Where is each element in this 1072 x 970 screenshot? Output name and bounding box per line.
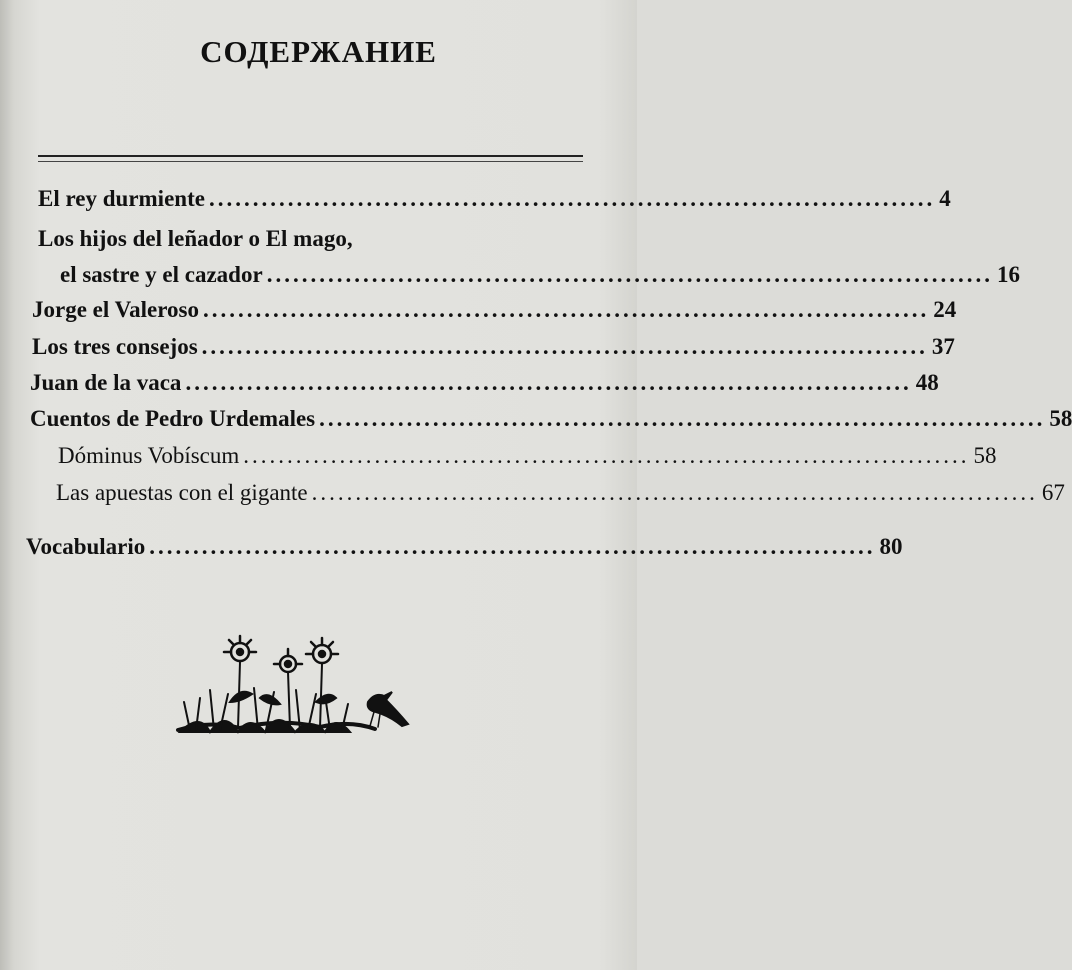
toc-entry[interactable] <box>60 262 1020 288</box>
toc-entry[interactable] <box>30 370 939 396</box>
toc-entry-page: 48 <box>915 370 939 395</box>
toc-leader: ................................................................................... <box>201 334 928 359</box>
toc-entry-page: 58 <box>973 443 997 468</box>
toc-entry-title: Jorge el Valeroso <box>32 297 199 322</box>
toc-leader: ................................................................................... <box>266 262 993 287</box>
toc-entry[interactable] <box>38 186 951 212</box>
page-title: СОДЕРЖАНИЕ <box>200 34 437 69</box>
toc-leader: ................................................................................... <box>311 480 1038 505</box>
toc-entry[interactable] <box>26 534 903 560</box>
toc-entry-page: 24 <box>933 297 957 322</box>
toc-leader: ................................................................................... <box>208 186 936 211</box>
toc-entry-page: 67 <box>1041 480 1065 505</box>
toc-entry-page: 16 <box>996 262 1020 287</box>
toc-entry-title: Juan de la vaca <box>30 370 182 395</box>
toc-leader: ................................................................................... <box>243 443 970 468</box>
toc-entry-page: 58 <box>1049 406 1072 431</box>
toc-entry-title: Los tres consejos <box>32 334 198 359</box>
toc-entry-title: Cuentos de Pedro Urdemales <box>30 406 316 431</box>
flowers-and-bird-icon <box>170 632 430 747</box>
toc-entry-page: 80 <box>879 534 903 559</box>
toc-subentry[interactable] <box>58 443 997 469</box>
toc-entry-page: 4 <box>939 186 951 211</box>
toc-entry-title-line1[interactable]: Los hijos del leñador o El mago, <box>38 226 353 251</box>
toc-entry-title: Vocabulario <box>26 534 146 559</box>
toc-entry-title: El rey durmiente <box>38 186 205 211</box>
toc-entry-title: el sastre y el cazador <box>60 262 263 287</box>
toc-leader: ................................................................................... <box>149 534 876 559</box>
toc-entry-title: Las apuestas con el gigante <box>56 480 308 505</box>
toc-entry-page: 37 <box>931 334 955 359</box>
toc-subentry[interactable] <box>56 480 1065 506</box>
toc-entry[interactable] <box>32 334 955 360</box>
toc-leader: ................................................................................... <box>319 406 1046 431</box>
toc-leader: ................................................................................... <box>202 297 930 322</box>
toc-entry[interactable] <box>32 297 957 323</box>
toc-entry[interactable] <box>30 406 1072 432</box>
toc-entry-title: Dóminus Vobíscum <box>58 443 240 468</box>
toc-leader: ................................................................................... <box>185 370 912 395</box>
